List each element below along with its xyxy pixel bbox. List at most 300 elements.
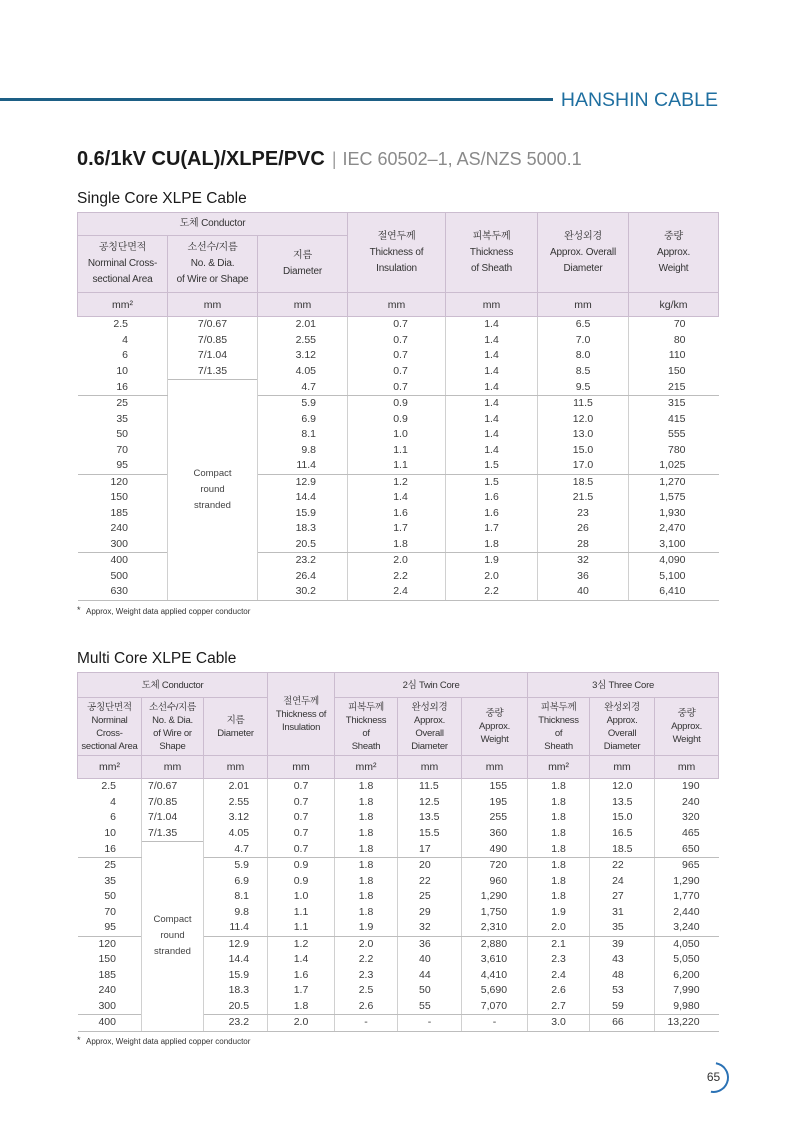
cell-conductor-diameter: 2.55 [258,333,348,349]
cell-three-approx-weight: 465 [655,826,719,842]
cell-twin-overall-diameter: 22 [398,874,462,890]
cell-twin-approx-weight: 195 [462,795,528,811]
approx-weight-unit: kg/km [629,293,719,317]
cell-sheath-thickness: 1.4 [446,443,538,459]
cell-conductor-diameter: 2.01 [204,779,268,795]
cell-three-overall-diameter: 24 [590,874,655,890]
cell-conductor-diameter: 11.4 [204,920,268,936]
nominal-area-line-2: Norminal [91,714,128,726]
cell-three-approx-weight: 7,990 [655,983,719,999]
conductor-diameter-unit: mm [258,293,348,317]
cell-twin-sheath-thickness: 2.0 [335,936,398,952]
twin-core-group-header-ko: 2심 [402,679,417,691]
cell-three-overall-diameter: 31 [590,905,655,921]
shape-note-cell [142,842,204,1032]
cell-nominal-area: 240 [78,521,168,537]
twin-overall-diameter-line-4: Diameter [411,740,448,752]
cell-sheath-thickness: 1.9 [446,553,538,569]
nominal-area-unit: mm² [78,293,168,317]
cell-nominal-area: 185 [78,506,168,522]
cell-overall-diameter: 23 [538,506,629,522]
cell-overall-diameter: 6.5 [538,317,629,333]
cell-three-sheath-thickness: 2.1 [528,936,590,952]
cell-insulation-thickness: 1.2 [348,474,446,490]
three-core-group-header-ko: 3심 [592,679,607,691]
single-core-heading: Single Core XLPE Cable [77,190,247,207]
cell-conductor-diameter: 11.4 [258,458,348,474]
table-row [78,810,719,826]
shape-note-line-1: Compact [153,914,192,926]
three-approx-weight-line-2: Approx. [671,721,703,732]
cell-nominal-area: 25 [78,858,142,874]
shape-note-line-2: round [200,483,225,495]
cell-insulation-thickness: 0.7 [348,364,446,380]
cell-wire-count-dia: 7/0.85 [168,333,258,349]
cell-approx-weight: 5,100 [629,569,719,585]
conductor-group-header-en: Conductor [161,679,204,691]
cell-three-sheath-thickness: 2.0 [528,920,590,936]
shape-note-line-3: stranded [154,946,191,958]
cell-insulation-thickness: 2.0 [348,553,446,569]
cell-conductor-diameter: 12.9 [204,936,268,952]
cell-sheath-thickness: 2.2 [446,584,538,600]
nominal-area-line-4: sectional Area [81,740,138,752]
three-sheath-thickness-line-3: of [554,727,563,739]
conductor-diameter-unit: mm [204,756,268,779]
wire-count-dia-header [142,698,204,756]
table-row [78,826,719,842]
cell-wire-count-dia: 7/0.67 [142,779,204,795]
cell-twin-overall-diameter: 25 [398,889,462,905]
shape-note-cell [168,380,258,601]
cell-three-approx-weight: 5,050 [655,952,719,968]
cell-nominal-area: 25 [78,396,168,412]
cell-overall-diameter: 32 [538,553,629,569]
cell-overall-diameter: 11.5 [538,396,629,412]
cell-three-approx-weight: 13,220 [655,1015,719,1032]
cell-insulation-thickness: 1.6 [348,506,446,522]
single-core-table-body [78,317,719,601]
cell-twin-sheath-thickness: 1.8 [335,810,398,826]
cell-twin-sheath-thickness: 2.2 [335,952,398,968]
cell-approx-weight: 555 [629,427,719,443]
cell-twin-sheath-thickness: 1.8 [335,858,398,874]
wire-count-dia-line-1: 소선수/지름 [148,701,197,713]
twin-approx-weight-line-1: 중량 [485,708,504,719]
cell-approx-weight: 2,470 [629,521,719,537]
title-separator: | [331,149,337,169]
cell-nominal-area: 95 [78,458,168,474]
twin-sheath-thickness-line-1: 피복두께 [348,701,384,713]
twin-sheath-thickness-line-3: of [362,727,370,739]
approx-weight-line-1: 중량 [664,230,683,242]
twin-approx-weight-line-3: Weight [480,734,509,745]
cell-twin-sheath-thickness: 1.9 [335,920,398,936]
twin-approx-weight-header [462,698,528,756]
cell-twin-overall-diameter: 55 [398,999,462,1015]
cell-overall-diameter: 7.0 [538,333,629,349]
cell-approx-weight: 1,270 [629,474,719,490]
cell-approx-weight: 415 [629,412,719,428]
cell-three-approx-weight: 965 [655,858,719,874]
table-row [78,779,719,795]
cell-conductor-diameter: 12.9 [258,474,348,490]
cell-approx-weight: 315 [629,396,719,412]
three-sheath-thickness-line-4: Sheath [544,740,573,752]
cell-nominal-area: 6 [78,810,142,826]
cell-insulation-thickness: 2.0 [268,1015,335,1032]
cell-three-overall-diameter: 59 [590,999,655,1015]
cell-nominal-area: 95 [78,920,142,936]
cell-insulation-thickness: 1.1 [268,905,335,921]
cell-twin-sheath-thickness: 1.8 [335,779,398,795]
cell-three-approx-weight: 2,440 [655,905,719,921]
conductor-group-header-en: Conductor [201,218,246,229]
cell-wire-count-dia: 7/1.04 [168,348,258,364]
cell-insulation-thickness: 1.7 [268,983,335,999]
overall-diameter-line-1: 완성외경 [564,230,602,242]
cell-three-sheath-thickness: 1.8 [528,810,590,826]
approx-weight-line-3: Weight [658,262,689,274]
wire-count-dia-line-1: 소선수/지름 [187,242,238,253]
shape-note-line-1: Compact [193,467,232,479]
cell-conductor-diameter: 2.01 [258,317,348,333]
sheath-thickness-unit: mm [446,293,538,317]
cell-conductor-diameter: 23.2 [204,1015,268,1032]
cell-approx-weight: 70 [629,317,719,333]
cell-three-overall-diameter: 39 [590,936,655,952]
twin-overall-diameter-line-2: Approx. [414,714,446,726]
cell-conductor-diameter: 23.2 [258,553,348,569]
three-overall-diameter-line-4: Diameter [603,740,641,752]
three-approx-weight-header [655,698,719,756]
cell-sheath-thickness: 1.4 [446,380,538,396]
sheath-thickness-line-1: 피복두께 [472,230,511,242]
cell-twin-overall-diameter: 15.5 [398,826,462,842]
cell-insulation-thickness: 1.2 [268,936,335,952]
cell-three-approx-weight: 1,770 [655,889,719,905]
cell-three-overall-diameter: 48 [590,968,655,984]
cell-nominal-area: 16 [78,842,142,858]
three-overall-diameter-line-2: Approx. [606,714,638,726]
cell-sheath-thickness: 1.7 [446,521,538,537]
conductor-diameter-line-1: 지름 [226,714,245,726]
single-core-footnote [77,605,250,618]
twin-overall-diameter-header [398,698,462,756]
footnote-mark: * [77,1035,81,1045]
cell-nominal-area: 300 [78,537,168,553]
cell-wire-count-dia: 7/1.04 [142,810,204,826]
cell-insulation-thickness: 0.9 [268,874,335,890]
cell-wire-count-dia: 7/1.35 [142,826,204,842]
cell-twin-approx-weight: 155 [462,779,528,795]
overall-diameter-header [538,213,629,293]
cell-overall-diameter: 40 [538,584,629,600]
cell-wire-count-dia: 7/1.35 [168,364,258,380]
approx-weight-line-2: Approx. [656,246,691,258]
cell-insulation-thickness: 0.7 [348,333,446,349]
insulation-thickness-line-2: Thickness of [275,708,327,720]
cell-twin-sheath-thickness: 2.6 [335,999,398,1015]
cell-twin-sheath-thickness: 1.8 [335,826,398,842]
three-core-group-header [528,673,719,698]
insulation-thickness-header [268,673,335,756]
cell-three-overall-diameter: 43 [590,952,655,968]
page-number: 65 [706,1070,721,1084]
cell-wire-count-dia: 7/0.85 [142,795,204,811]
three-overall-diameter-header [590,698,655,756]
wire-count-dia-unit: mm [142,756,204,779]
nominal-area-header [78,698,142,756]
cell-three-overall-diameter: 27 [590,889,655,905]
cell-insulation-thickness: 1.4 [348,490,446,506]
cell-nominal-area: 4 [78,333,168,349]
cell-three-approx-weight: 240 [655,795,719,811]
cell-nominal-area: 240 [78,983,142,999]
cell-three-approx-weight: 190 [655,779,719,795]
twin-overall-diameter-line-3: Overall [415,727,444,739]
wire-count-dia-header [168,236,258,293]
cell-approx-weight: 780 [629,443,719,459]
nominal-area-line-2: Norminal Cross- [87,258,158,269]
cell-nominal-area: 120 [78,936,142,952]
nominal-area-line-1: 공칭단면적 [87,701,132,713]
cell-conductor-diameter: 4.05 [258,364,348,380]
insulation-thickness-header [348,213,446,293]
cell-sheath-thickness: 1.6 [446,506,538,522]
conductor-diameter-header [258,236,348,293]
cell-twin-sheath-thickness: 2.3 [335,968,398,984]
cell-twin-approx-weight: 360 [462,826,528,842]
cell-insulation-thickness: 1.1 [268,920,335,936]
cell-twin-approx-weight: 490 [462,842,528,858]
insulation-thickness-unit: mm [268,756,335,779]
table-row [78,795,719,811]
cell-overall-diameter: 18.5 [538,474,629,490]
cell-three-overall-diameter: 12.0 [590,779,655,795]
cell-sheath-thickness: 1.8 [446,537,538,553]
cell-three-overall-diameter: 15.0 [590,810,655,826]
cell-twin-overall-diameter: 12.5 [398,795,462,811]
cell-conductor-diameter: 18.3 [204,983,268,999]
cell-three-overall-diameter: 66 [590,1015,655,1032]
cell-nominal-area: 16 [78,380,168,396]
single-core-table-header [78,213,719,317]
twin-sheath-thickness-unit: mm² [335,756,398,779]
cell-conductor-diameter: 14.4 [204,952,268,968]
overall-diameter-line-3: Diameter [563,262,603,274]
three-sheath-thickness-line-2: Thickness [538,714,579,726]
cell-twin-sheath-thickness: 1.8 [335,874,398,890]
cell-nominal-area: 70 [78,905,142,921]
cell-approx-weight: 150 [629,364,719,380]
insulation-thickness-line-3: Insulation [376,262,417,274]
three-overall-diameter-line-1: 완성외경 [604,701,640,713]
cell-nominal-area: 150 [78,490,168,506]
cell-approx-weight: 3,100 [629,537,719,553]
wire-count-dia-unit: mm [168,293,258,317]
cell-wire-count-dia: 7/0.67 [168,317,258,333]
cell-twin-approx-weight: 960 [462,874,528,890]
cell-three-overall-diameter: 18.5 [590,842,655,858]
cell-conductor-diameter: 8.1 [258,427,348,443]
cell-twin-overall-diameter: 44 [398,968,462,984]
cell-conductor-diameter: 9.8 [258,443,348,459]
cell-insulation-thickness: 0.7 [348,317,446,333]
cell-three-approx-weight: 3,240 [655,920,719,936]
multi-core-heading: Multi Core XLPE Cable [77,650,237,667]
cell-approx-weight: 215 [629,380,719,396]
cell-nominal-area: 120 [78,474,168,490]
cell-three-sheath-thickness: 2.3 [528,952,590,968]
three-approx-weight-line-3: Weight [672,734,701,745]
cell-conductor-diameter: 3.12 [258,348,348,364]
cell-twin-approx-weight: 2,310 [462,920,528,936]
twin-overall-diameter-line-1: 완성외경 [411,701,448,713]
cell-insulation-thickness: 2.2 [348,569,446,585]
cell-conductor-diameter: 18.3 [258,521,348,537]
cell-insulation-thickness: 1.4 [268,952,335,968]
cell-sheath-thickness: 1.4 [446,348,538,364]
cell-insulation-thickness: 0.9 [348,412,446,428]
cell-twin-sheath-thickness: 1.8 [335,842,398,858]
cell-twin-approx-weight: 255 [462,810,528,826]
overall-diameter-unit: mm [538,293,629,317]
table-row [78,364,719,380]
cell-three-sheath-thickness: 1.8 [528,874,590,890]
cell-three-approx-weight: 9,980 [655,999,719,1015]
cell-insulation-thickness: 2.4 [348,584,446,600]
sheath-thickness-header [446,213,538,293]
insulation-thickness-line-1: 절연두께 [283,695,319,707]
cell-insulation-thickness: 0.7 [268,810,335,826]
cell-three-overall-diameter: 16.5 [590,826,655,842]
cell-conductor-diameter: 6.9 [258,412,348,428]
table-row [78,333,719,349]
sheath-thickness-line-2: Thickness [469,246,514,258]
cell-three-sheath-thickness: 2.6 [528,983,590,999]
cell-overall-diameter: 8.0 [538,348,629,364]
page-number-badge [698,1062,729,1093]
cell-overall-diameter: 26 [538,521,629,537]
cell-insulation-thickness: 1.6 [268,968,335,984]
cell-sheath-thickness: 1.4 [446,317,538,333]
twin-sheath-thickness-line-2: Thickness [345,714,387,726]
nominal-area-line-3: sectional Area [92,274,153,285]
conductor-group-header [78,213,348,236]
title-main: 0.6/1kV CU(AL)/XLPE/PVC [77,148,325,170]
cell-approx-weight: 1,930 [629,506,719,522]
cell-approx-weight: 110 [629,348,719,364]
wire-count-dia-line-4: Shape [159,740,186,752]
insulation-thickness-line-1: 절연두께 [377,230,416,242]
multi-core-table-body [78,779,719,1032]
cell-overall-diameter: 36 [538,569,629,585]
table-row [78,842,719,858]
cell-three-approx-weight: 6,200 [655,968,719,984]
cell-twin-overall-diameter: - [398,1015,462,1032]
conductor-diameter-line-2: Diameter [283,266,322,277]
cell-twin-sheath-thickness: 1.8 [335,905,398,921]
table-row [78,380,719,396]
cell-overall-diameter: 17.0 [538,458,629,474]
cell-three-sheath-thickness: 1.8 [528,779,590,795]
cell-sheath-thickness: 1.4 [446,333,538,349]
cell-insulation-thickness: 0.7 [268,842,335,858]
cell-three-sheath-thickness: 1.9 [528,905,590,921]
cell-sheath-thickness: 1.5 [446,458,538,474]
twin-core-group-header [335,673,528,698]
cell-approx-weight: 6,410 [629,584,719,600]
wire-count-dia-line-2: No. & Dia. [190,258,235,269]
multi-core-table [77,672,719,1032]
nominal-area-header [78,236,168,293]
cell-twin-overall-diameter: 29 [398,905,462,921]
cell-sheath-thickness: 1.5 [446,474,538,490]
cell-twin-approx-weight: 720 [462,858,528,874]
cell-insulation-thickness: 1.8 [268,999,335,1015]
cell-conductor-diameter: 6.9 [204,874,268,890]
footnote-text: Approx, Weight data applied copper conductor [86,607,251,616]
brand-name: HANSHIN CABLE [560,89,718,111]
cell-overall-diameter: 13.0 [538,427,629,443]
cell-twin-sheath-thickness: 1.8 [335,889,398,905]
multi-core-header-row-1 [78,673,719,698]
cell-three-overall-diameter: 35 [590,920,655,936]
three-approx-weight-unit: mm [655,756,719,779]
cell-twin-approx-weight: 2,880 [462,936,528,952]
twin-overall-diameter-unit: mm [398,756,462,779]
cell-twin-approx-weight: 1,750 [462,905,528,921]
wire-count-dia-line-2: No. & Dia. [152,714,193,726]
cell-sheath-thickness: 2.0 [446,569,538,585]
cell-nominal-area: 10 [78,364,168,380]
table-row [78,317,719,333]
table-row [78,348,719,364]
twin-approx-weight-line-2: Approx. [479,721,511,732]
cell-conductor-diameter: 20.5 [258,537,348,553]
cell-nominal-area: 35 [78,412,168,428]
cell-nominal-area: 50 [78,889,142,905]
cell-twin-sheath-thickness: - [335,1015,398,1032]
insulation-thickness-unit: mm [348,293,446,317]
cell-conductor-diameter: 14.4 [258,490,348,506]
cell-conductor-diameter: 8.1 [204,889,268,905]
three-sheath-thickness-header [528,698,590,756]
cell-conductor-diameter: 4.05 [204,826,268,842]
cell-overall-diameter: 8.5 [538,364,629,380]
cell-insulation-thickness: 1.1 [348,443,446,459]
cell-insulation-thickness: 0.7 [268,795,335,811]
cell-nominal-area: 6 [78,348,168,364]
cell-twin-sheath-thickness: 2.5 [335,983,398,999]
cell-three-sheath-thickness: 2.4 [528,968,590,984]
cell-insulation-thickness: 0.7 [348,380,446,396]
cell-conductor-diameter: 15.9 [258,506,348,522]
nominal-area-line-1: 공칭단면적 [98,242,147,253]
cell-conductor-diameter: 3.12 [204,810,268,826]
cell-conductor-diameter: 5.9 [204,858,268,874]
conductor-group-header-ko: 도체 [179,218,199,229]
three-overall-diameter-line-3: Overall [607,727,637,739]
three-overall-diameter-unit: mm [590,756,655,779]
cell-three-sheath-thickness: 1.8 [528,858,590,874]
cell-overall-diameter: 9.5 [538,380,629,396]
cell-overall-diameter: 12.0 [538,412,629,428]
cell-insulation-thickness: 1.0 [268,889,335,905]
cell-three-approx-weight: 320 [655,810,719,826]
cell-conductor-diameter: 2.55 [204,795,268,811]
